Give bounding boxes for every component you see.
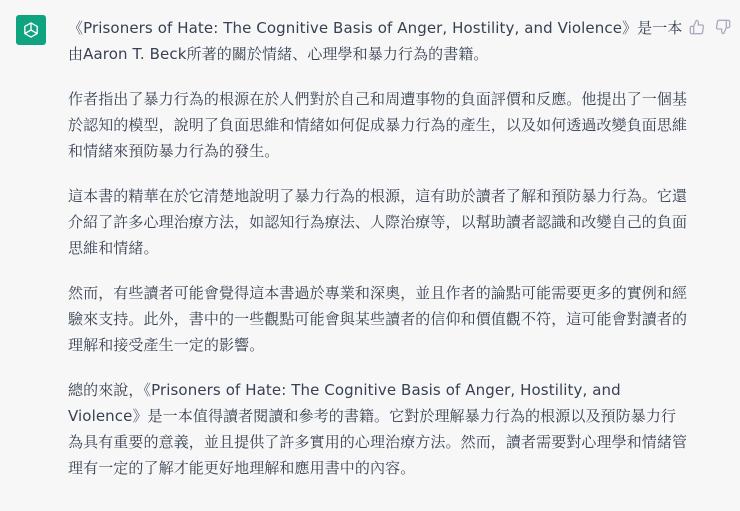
message-content: [68, 15, 688, 500]
thumbs-up-icon[interactable]: [688, 18, 706, 36]
paragraph: 作者指出了暴力行為的根源在於人們對於自己和周遭事物的負面評價和反應。他提出了一個基於認知的模型，說明了負面思維和情緒如何促成暴力行為的產生，以及如何透過改變負面思維和情緒來預防暴力行為的發生。: [68, 90, 688, 160]
thumbs-down-icon[interactable]: [714, 18, 732, 36]
feedback-buttons: [688, 18, 732, 36]
openai-logo-icon: [16, 15, 46, 45]
paragraph: 這本書的精華在於它清楚地說明了暴力行為的根源，這有助於讀者了解和預防暴力行為。它還介紹了許多心理治療方法，如認知行為療法、人際治療等，以幫助讀者認識和改變自己的負面思維和情緒。: [68, 187, 688, 257]
paragraph: 《Prisoners of Hate: The Cognitive Basis of Anger, Hostility, and Violence》是一本由Aaron T. Beck所著的關於情緒、心理學和暴力行為的書籍。: [68, 19, 683, 63]
paragraph: 然而，有些讀者可能會覺得這本書過於專業和深奧，並且作者的論點可能需要更多的實例和經驗來支持。此外，書中的一些觀點可能會與某些讀者的信仰和價值觀不符，這可能會對讀者的理解和接受產生一定的影響。: [68, 284, 688, 354]
paragraph: 總的來說，《Prisoners of Hate: The Cognitive Basis of Anger, Hostility, and Violence》是一本值得讀者閱讀和參考的書籍。它對於理解暴力行為的根源以及預防暴力行為具有重要的意義，並且提供了許多實用的心理治療方法。然而，讀者需要對心理學和情緒管理有一定的了解才能更好地理解和應用書中的內容。: [68, 381, 688, 477]
